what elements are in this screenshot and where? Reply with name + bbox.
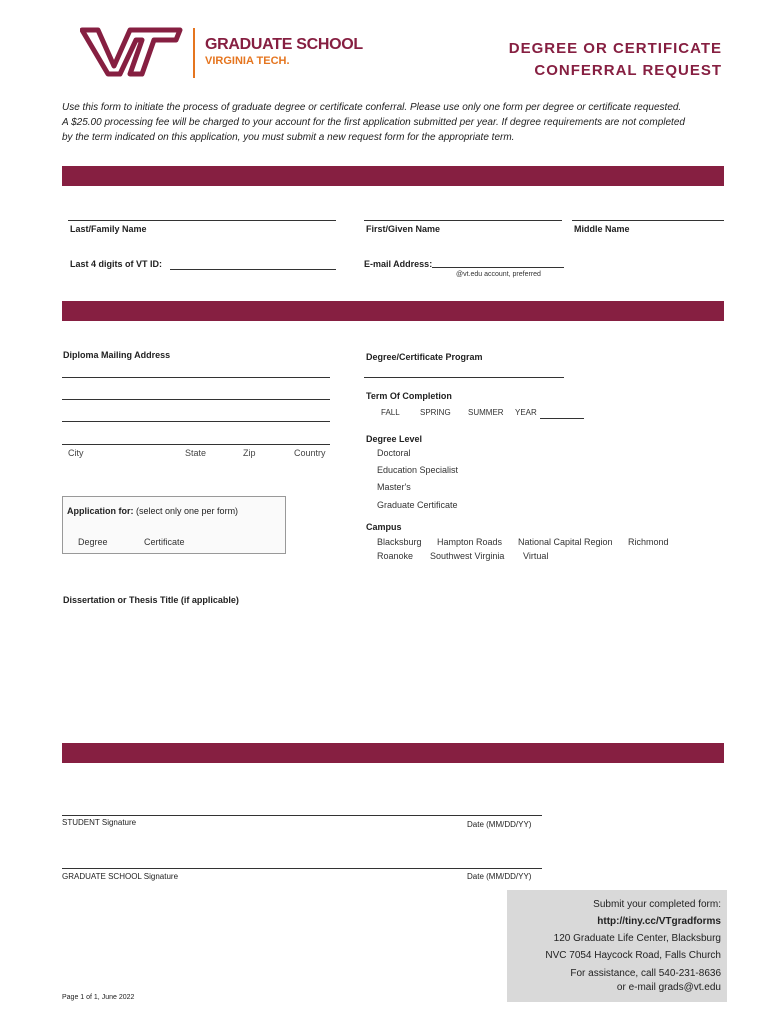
level-doctoral[interactable]: Doctoral	[377, 448, 411, 458]
program-field[interactable]	[364, 377, 564, 378]
program-label: Degree/Certificate Program	[366, 352, 483, 362]
diploma-address-label: Diploma Mailing Address	[63, 350, 171, 360]
address-line-2[interactable]	[62, 399, 330, 400]
submit-assist1: For assistance, call 540-231-8636	[570, 968, 721, 979]
level-masters[interactable]: Master's	[377, 482, 411, 492]
submit-url-link[interactable]: http://tiny.cc/VTgradforms	[597, 916, 721, 927]
campus-blacksburg[interactable]: Blacksburg	[377, 537, 422, 547]
middle-name-label: Middle Name	[574, 224, 630, 234]
state-label: State	[185, 448, 207, 458]
level-grad-certificate[interactable]: Graduate Certificate	[377, 500, 458, 510]
intro-line1: Use this form to initiate the process of graduate degree or certificate conferral. Please use only one form per degree or certificate requested.	[62, 102, 682, 113]
degree-level-label: Degree Level	[366, 434, 423, 444]
submit-line1: Submit your completed form:	[593, 899, 721, 910]
logo-line2: VIRGINIA TECH.	[205, 55, 290, 67]
vt-id-field[interactable]	[170, 269, 336, 270]
zip-label: Zip	[243, 448, 256, 458]
vt-logo-mark-icon	[80, 26, 184, 78]
intro-text	[62, 100, 726, 145]
section-bar-signatures	[62, 743, 724, 763]
submit-assist2: or e-mail grads@vt.edu	[616, 982, 721, 993]
logo-divider	[193, 28, 195, 78]
section-bar-student	[62, 166, 724, 186]
campus-southwest-virginia[interactable]: Southwest Virginia	[430, 551, 505, 561]
level-ed-specialist[interactable]: Education Specialist	[377, 465, 459, 475]
submit-info-box	[507, 890, 727, 1002]
title-line2: CONFERRAL REQUEST	[534, 62, 722, 79]
term-spring[interactable]: SPRING	[420, 408, 451, 417]
section-bar-program	[62, 301, 724, 321]
last-name-field[interactable]	[68, 220, 336, 221]
campus-richmond[interactable]: Richmond	[628, 537, 669, 547]
address-line-3[interactable]	[62, 421, 330, 422]
submit-address1: 120 Graduate Life Center, Blacksburg	[553, 933, 721, 944]
option-degree[interactable]: Degree	[78, 537, 108, 547]
grad-date-label: Date (MM/DD/YY)	[467, 872, 532, 881]
vt-logo	[80, 26, 184, 78]
student-signature-label: STUDENT Signature	[62, 818, 137, 827]
country-label: Country	[294, 448, 326, 458]
email-field[interactable]	[432, 267, 564, 268]
year-label: YEAR	[515, 408, 537, 417]
logo-line1: GRADUATE SCHOOL	[205, 36, 363, 53]
city-label: City	[68, 448, 84, 458]
thesis-field[interactable]	[62, 610, 724, 730]
campus-ncr[interactable]: National Capital Region	[518, 537, 613, 547]
application-for-hint: (select only one per form)	[136, 506, 239, 516]
page-footer: Page 1 of 1, June 2022	[62, 994, 135, 1001]
address-line-1[interactable]	[62, 377, 330, 378]
middle-name-field[interactable]	[572, 220, 724, 221]
campus-hampton-roads[interactable]: Hampton Roads	[437, 537, 503, 547]
intro-line2: A $25.00 processing fee will be charged to your account for the first application submitted per year. If degree requirements are not completed	[62, 117, 685, 128]
year-field[interactable]	[540, 418, 584, 419]
campus-virtual[interactable]: Virtual	[523, 551, 549, 561]
student-signature-field[interactable]	[62, 815, 542, 816]
first-name-label: First/Given Name	[366, 224, 441, 234]
email-hint: @vt.edu account, preferred	[456, 271, 541, 278]
grad-signature-label: GRADUATE SCHOOL Signature	[62, 872, 179, 881]
page-title	[509, 38, 722, 82]
intro-line3: by the term indicated on this application, you must submit a new request form for the appropriate term.	[62, 132, 515, 143]
last-name-label: Last/Family Name	[70, 224, 147, 234]
term-fall[interactable]: FALL	[381, 408, 400, 417]
submit-address2: NVC 7054 Haycock Road, Falls Church	[545, 950, 721, 961]
application-for-title: Application for:	[67, 506, 134, 516]
application-for-label	[67, 506, 238, 516]
email-label: E-mail Address:	[364, 259, 433, 269]
campus-roanoke[interactable]: Roanoke	[377, 551, 414, 561]
first-name-field[interactable]	[364, 220, 562, 221]
term-summer[interactable]: SUMMER	[468, 408, 504, 417]
campus-label: Campus	[366, 522, 402, 532]
term-label: Term Of Completion	[366, 391, 452, 401]
grad-signature-field[interactable]	[62, 868, 542, 869]
title-line1: DEGREE OR CERTIFICATE	[508, 40, 722, 57]
thesis-label: Dissertation or Thesis Title (if applicable)	[63, 595, 239, 605]
address-line-city[interactable]	[62, 444, 330, 445]
student-date-label: Date (MM/DD/YY)	[467, 820, 532, 829]
option-certificate[interactable]: Certificate	[144, 537, 185, 547]
vt-id-label: Last 4 digits of VT ID:	[70, 259, 163, 269]
